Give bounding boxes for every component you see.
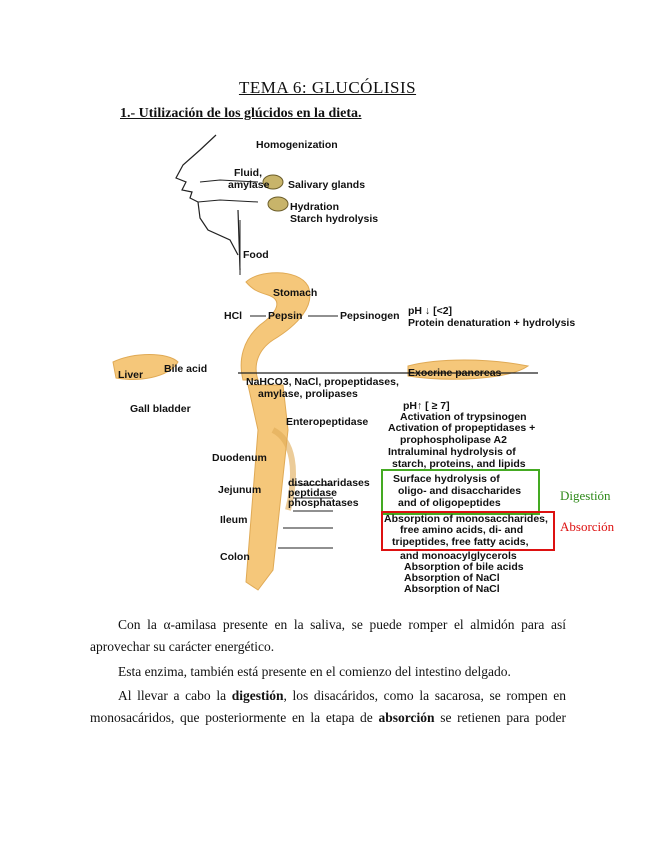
label-intraluminal-1: Intraluminal hydrolysis of bbox=[388, 446, 516, 458]
label-surface-3: and of oligopeptides bbox=[398, 497, 501, 509]
label-enteropeptidase: Enteropeptidase bbox=[286, 416, 369, 428]
label-pancreas-secretion-2: amylase, prolipases bbox=[258, 388, 358, 400]
label-abs-nacl-1: Absorption of NaCl bbox=[404, 572, 500, 584]
digestion-term: digestión bbox=[231, 688, 284, 703]
p3-text-a: Al llevar a cabo la bbox=[118, 688, 232, 703]
paragraph-1-line-2: aprovechar su carácter energético. bbox=[90, 639, 275, 654]
label-intraluminal-2: starch, proteins, and lipids bbox=[392, 458, 526, 470]
label-surface-1: Surface hydrolysis of bbox=[393, 473, 500, 485]
label-disaccharidases: disaccharidases bbox=[288, 477, 370, 489]
label-prophospholipase: prophospholipase A2 bbox=[400, 434, 507, 446]
label-peptidase: peptidase bbox=[288, 487, 338, 499]
label-hydration: Hydration bbox=[290, 201, 340, 213]
label-liver: Liver bbox=[118, 369, 144, 381]
paragraph-3-line-2 bbox=[90, 707, 566, 729]
label-abs-bile: Absorption of bile acids bbox=[404, 561, 524, 573]
salivary-gland-2 bbox=[268, 197, 288, 211]
label-hcl: HCl bbox=[224, 310, 243, 322]
label-abs-1: Absorption of monosaccharides, bbox=[384, 513, 548, 525]
label-abs-4: and monoacylglycerols bbox=[400, 550, 517, 562]
p3-text-c: monosacáridos, que posteriormente en la etapa de bbox=[90, 710, 379, 725]
label-abs-3: tripeptides, free fatty acids, bbox=[392, 536, 529, 548]
digestion-diagram bbox=[108, 130, 615, 598]
label-protein-denaturation: Protein denaturation + hydrolysis bbox=[408, 317, 576, 329]
label-stomach: Stomach bbox=[273, 287, 318, 299]
page-title: TEMA 6: GLUCÓLISIS bbox=[238, 78, 417, 97]
label-act-trypsinogen: Activation of trypsinogen bbox=[400, 411, 527, 423]
label-ph-duodenum: pH↑ [ ≥ 7] bbox=[403, 400, 450, 412]
label-food: Food bbox=[243, 249, 269, 261]
label-ileum: Ileum bbox=[220, 514, 248, 526]
p3-text-b: , los disacáridos, como la sacarosa, se rompen en bbox=[283, 688, 566, 703]
label-act-propeptidases: Activation of propeptidases + bbox=[388, 422, 536, 434]
label-ph-stomach: pH ↓ [<2] bbox=[408, 305, 453, 317]
label-duodenum: Duodenum bbox=[212, 452, 267, 464]
label-surface-2: oligo- and disaccharides bbox=[398, 485, 522, 497]
label-gall-bladder: Gall bladder bbox=[130, 403, 191, 415]
paragraph-1-line-1: Con la α-amilasa presente en la saliva, se puede romper el almidón para así bbox=[118, 617, 566, 632]
label-exocrine-pancreas: Exocrine pancreas bbox=[408, 367, 502, 379]
label-salivary-glands: Salivary glands bbox=[288, 179, 366, 191]
label-jejunum: Jejunum bbox=[218, 484, 262, 496]
label-starch-hydrolysis: Starch hydrolysis bbox=[290, 213, 379, 225]
label-colon: Colon bbox=[220, 551, 250, 563]
section-heading: 1.- Utilización de los glúcidos en la dieta. bbox=[120, 106, 362, 121]
label-fluid: Fluid, bbox=[234, 167, 262, 179]
p3-text-d: se retienen para poder bbox=[434, 710, 566, 725]
annotation-absorcion: Absorción bbox=[560, 519, 615, 534]
label-pancreas-secretion-1: NaHCO3, NaCl, propeptidases, bbox=[246, 376, 399, 388]
annotation-digestion: Digestión bbox=[560, 488, 611, 503]
label-bile-acid: Bile acid bbox=[164, 363, 208, 375]
label-phosphatases: phosphatases bbox=[288, 497, 359, 509]
label-abs-2: free amino acids, di- and bbox=[400, 524, 524, 536]
paragraph-3-line-1 bbox=[90, 685, 566, 707]
label-pepsinogen: Pepsinogen bbox=[340, 310, 400, 322]
face-profile bbox=[176, 135, 238, 255]
absorcion-term: absorción bbox=[378, 710, 435, 725]
label-abs-nacl-2: Absorption of NaCl bbox=[404, 583, 500, 595]
label-homogenization: Homogenization bbox=[256, 139, 338, 151]
paragraph-2: Esta enzima, también está presente en el comienzo del intestino delgado. bbox=[118, 664, 511, 679]
label-amylase: amylase bbox=[228, 179, 270, 191]
label-pepsin: Pepsin bbox=[268, 310, 303, 322]
